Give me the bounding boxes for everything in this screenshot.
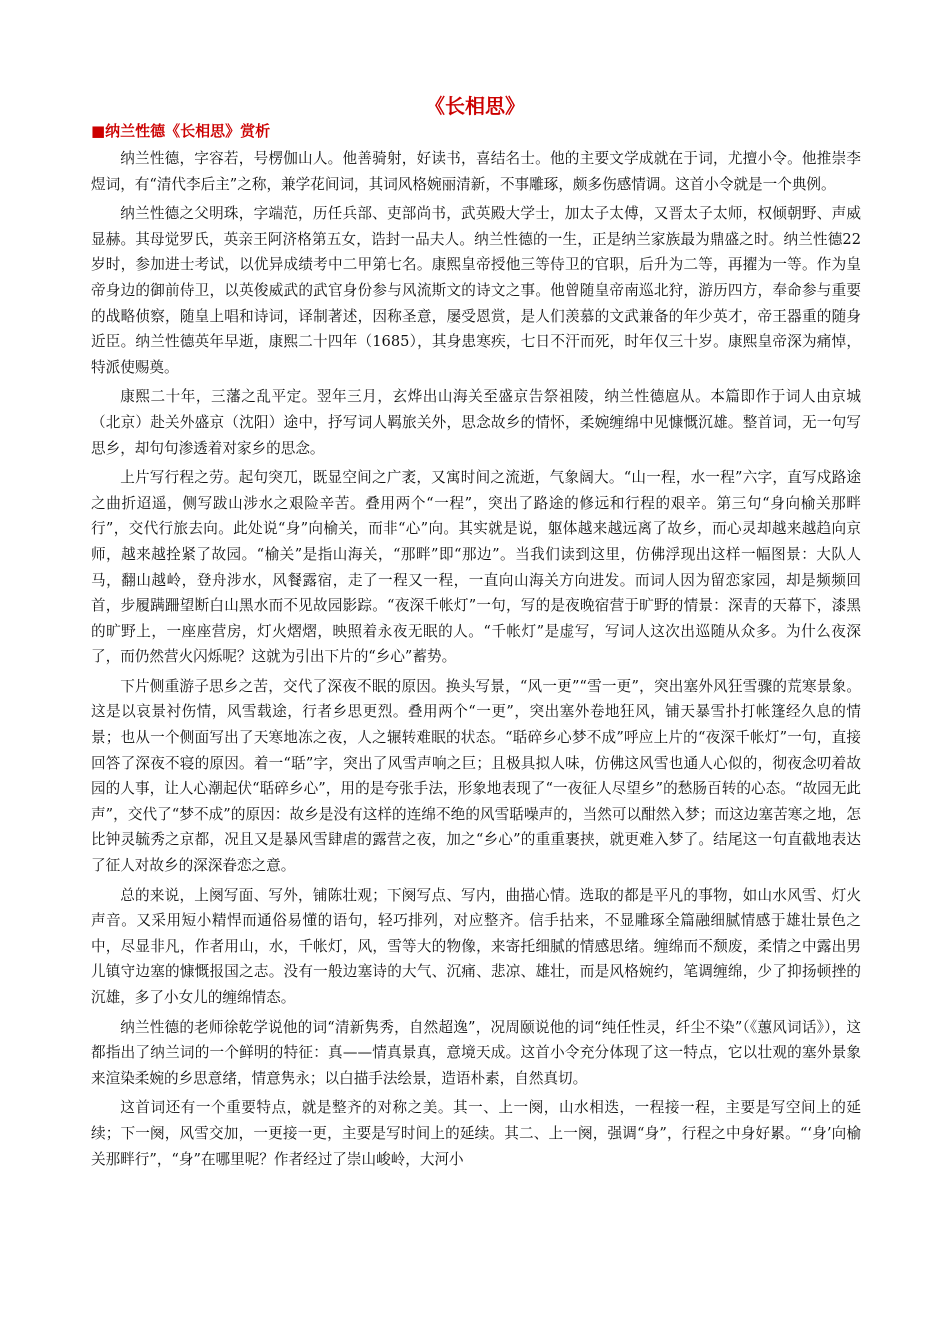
paragraph-6: 总的来说，上阕写面、写外，铺陈壮观；下阕写点、写内，曲描心情。选取的都是平凡的事物，如山水风雪、灯火声音。又采用短小精悍而通俗易懂的语句，轻巧排列，对应整齐。信手拈来，不显雕琢全篇融细腻情感于雄壮景色之中，尽显非凡，作者用山，水，千帐灯，风，雪等大的物像，来寄托细腻的情感思绪。缠绵而不颓废，柔情之中露出男儿镇守边塞的慷慨报国之志。没有一般边塞诗的大气、沉痛、悲凉、雄壮，而是风格婉约，笔调缠绵，少了抑扬顿挫的沉雄，多了小女儿的缠绵情态。 [91,886,861,1006]
paragraph-7: 纳兰性德的老师徐乾学说他的词“清新隽秀，自然超逸”，况周颐说他的词“纯任性灵，纤尘不染”（《蕙风词话》），这都指出了纳兰词的一个鲜明的特征：真——情真景真，意境天成。这首小令充分体现了这一特点，它以壮观的塞外景象来渲染柔婉的乡思意绪，情意隽永；以白描手法绘景，造语朴素，自然真切。 [91,1018,861,1087]
paragraph-8: 这首词还有一个重要特点，就是整齐的对称之美。其一、上一阕，山水相迭，一程接一程，主要是写空间上的延续；下一阕，风雪交加，一更接一更，主要是写时间上的延续。其二、上一阕，强调“身”，行程之中身好累。“‘身’向榆关那畔行”，“身”在哪里呢？作者经过了崇山峻岭，大河小 [91,1099,861,1168]
paragraph-3: 康熙二十年，三藩之乱平定。翌年三月，玄烨出山海关至盛京告祭祖陵，纳兰性德扈从。本篇即作于词人由京城（北京）赴关外盛京（沈阳）途中，抒写词人羁旅关外，思念故乡的情怀，柔婉缠绵中见慷慨沉雄。整首词，无一句写思乡，却句句渗透着对家乡的思念。 [91,388,861,457]
paragraph-5: 下片侧重游子思乡之苦，交代了深夜不眠的原因。换头写景，“风一更”“雪一更”，突出塞外风狂雪骤的荒寒景象。这是以哀景衬伤情，风雪载途，行者乡思更烈。叠用两个“一更”，突出塞外卷地狂风，铺天暴雪扑打帐篷经久息的情景；也从一个侧面写出了天寒地冻之夜，人之辗转难眠的状态。“聒碎乡心梦不成”呼应上片的“夜深千帐灯”一句，直接回答了深夜不寝的原因。着一“聒”字，突出了风雪声响之巨；且极具拟人味，仿佛这风雪也通人心似的，彻夜念叨着故园的人事，让人心潮起伏“聒碎乡心”，用的是夸张手法，形象地表现了“一夜征人尽望乡”的愁肠百转的心态。“故园无此声”，交代了“梦不成”的原因：故乡是没有这样的连绵不绝的风雪聒噪声的，当然可以酣然入梦；而这边塞苦寒之地，怎比钟灵毓秀之京都，况且又是暴风雪肆虐的露营之夜，加之“乡心”的重重裹挟，就更难入梦了。结尾这一句直截地表达了征人对故乡的深深眷恋之意。 [91,677,861,875]
paragraph-4: 上片写行程之劳。起句突兀，既显空间之广袤，又寓时间之流逝，气象阔大。“山一程，水一程”六字，直写戍路途之曲折迢遥，侧写跋山涉水之艰险辛苦。叠用两个“一程”，突出了路途的修远和行程的艰辛。第三句“身向榆关那畔行”，交代行旅去向。此处说“身”向榆关，而非“心”向。其实就是说，躯体越来越远离了故乡，而心灵却越来越趋向京师，越来越拴紧了故园。“榆关”是指山海关，“那畔”即“那边”。当我们读到这里，仿佛浮现出这样一幅图景：大队人马，翻山越岭，登舟涉水，风餐露宿，走了一程又一程，一直向山海关方向进发。而词人因为留恋家园，却是频频回首，步履蹒跚望断白山黑水而不见故园影踪。“夜深千帐灯”一句，写的是夜晚宿营于旷野的情景：深青的天幕下，漆黑的旷野上，一座座营房，灯火熠熠，映照着永夜无眠的人。“千帐灯”是虚写，写词人这次出巡随从众多。为什么夜深了，而仍然营火闪烁呢？这就为引出下片的“乡心”蓄势。 [91,469,861,666]
document-title: 《长相思》 [425,94,525,118]
article-subtitle: ■纳兰性德《长相思》赏析 [91,122,271,140]
paragraph-1: 纳兰性德，字容若，号楞伽山人。他善骑射，好读书，喜结名士。他的主要文学成就在于词，尤擅小令。他推崇李煜词，有“清代李后主”之称，兼学花间词，其词风格婉丽清新，不事雕琢，颇多伤感情调。这首小令就是一个典例。 [91,150,861,193]
paragraph-2: 纳兰性德之父明珠，字端范，历任兵部、吏部尚书，武英殿大学士，加太子太傅，又晋太子太师，权倾朝野、声威显赫。其母觉罗氏，英亲王阿济格第五女，诰封一品夫人。纳兰性德的一生，正是纳兰家族最为鼎盛之时。纳兰性德22岁时，参加进士考试，以优异成绩考中二甲第七名。康熙皇帝授他三等侍卫的官职，后升为二等，再擢为一等。作为皇帝身边的御前侍卫，以英俊威武的武官身份参与风流斯文的诗文之事。他曾随皇帝南巡北狩，游历四方，奉命参与重要的战略侦察，随皇上唱和诗词，译制著述，因称圣意，屡受恩赏，是人们羡慕的文武兼备的年少英才，帝王器重的随身近臣。纳兰性德英年早逝，康熙二十四年（1685），其身患寒疾，七日不汗而死，时年仅三十岁。康熙皇帝深为痛悼，特派使赐奠。 [91,205,861,376]
article-body [91,146,861,1176]
